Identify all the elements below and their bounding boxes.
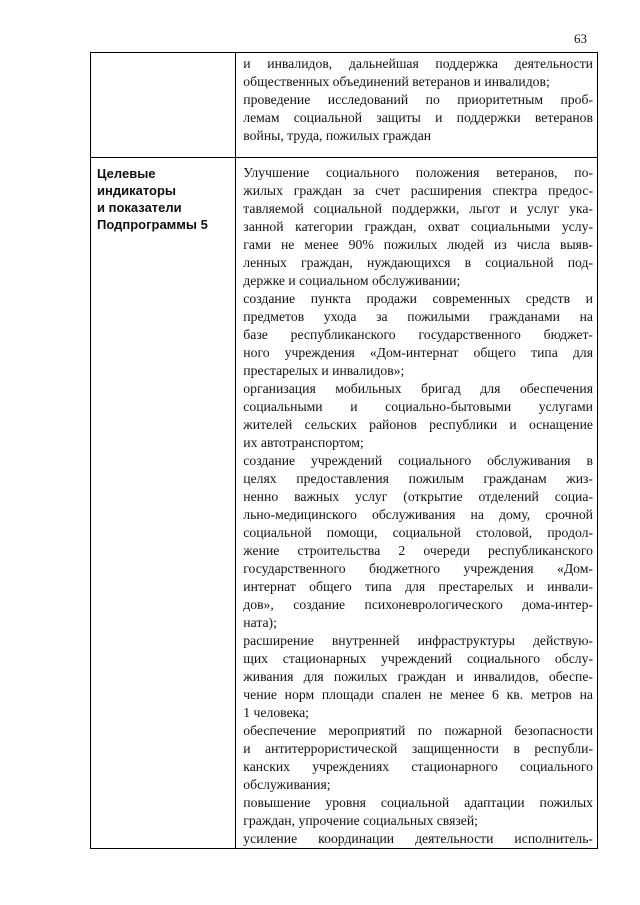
label-line: Подпрограммы 5 — [97, 217, 208, 232]
row-text — [236, 53, 597, 145]
text-line: чение норм площади спален не менее 6 кв. метров на — [243, 687, 593, 702]
text-line: государственного бюджетного учреждения «Дом- — [243, 561, 593, 576]
text-line: занной категории граждан, охват социальными услу- — [243, 219, 593, 234]
text-line: предметов ухода за пожилыми гражданами на — [243, 309, 593, 324]
text-line: социальной помощи, социальной столовой, продол- — [243, 525, 593, 540]
text-line: ного учреждения «Дом-интернат общего типа для — [243, 345, 593, 360]
text-line: лемам социальной защиты и поддержки ветеранов — [243, 110, 593, 125]
text-line: усиление координации деятельности исполнитель- — [243, 831, 593, 846]
label-line: и показатели — [97, 200, 182, 215]
row-label-cell — [91, 53, 236, 158]
text-line: войны, труда, пожилых граждан — [243, 128, 432, 143]
text-line: расширение внутренней инфраструктуры действую- — [243, 633, 593, 648]
text-line: ленных граждан, нуждающихся в социальной под- — [243, 255, 593, 270]
text-line: их автотранспортом; — [243, 435, 364, 450]
text-line: целях предоставления пожилым гражданам жиз- — [243, 471, 593, 486]
text-line: живания для пожилых граждан и инвалидов, обеспе- — [243, 669, 593, 684]
text-line: жителей сельских районов республики и оснащение — [243, 417, 593, 432]
text-line: и инвалидов, дальнейшая поддержка деятельности — [243, 56, 593, 71]
text-line: канских учреждениях стационарного социального — [243, 759, 593, 774]
text-line: щих стационарных учреждений социального обслу- — [243, 651, 593, 666]
text-line: организация мобильных бригад для обеспечения — [243, 381, 593, 396]
text-line: дов», создание психоневрологического дома-интер- — [243, 597, 593, 612]
text-line: обслуживания; — [243, 777, 331, 792]
row-content-cell — [236, 53, 598, 158]
row-content-cell — [236, 158, 598, 849]
row-text — [236, 158, 597, 848]
text-line: ната); — [243, 615, 277, 630]
text-line: создание учреждений социального обслуживания в — [243, 453, 593, 468]
text-line: и антитеррористической защищенности в республи- — [243, 741, 593, 756]
text-line: базе республиканского государственного бюджет- — [243, 327, 593, 342]
label-line: Целевые — [97, 166, 156, 181]
text-line: повышение уровня социальной адаптации пожилых — [243, 795, 593, 810]
text-line: 1 человека; — [243, 705, 309, 720]
text-line: интернат общего типа для престарелых и инвали- — [243, 579, 593, 594]
label-line: индикаторы — [97, 183, 177, 198]
table-row — [91, 53, 598, 158]
row-label-cell — [91, 158, 236, 849]
text-line: общественных объединений ветеранов и инвалидов; — [243, 74, 550, 89]
program-table — [90, 52, 598, 849]
text-line: тавляемой социальной поддержки, льгот и услуг ука- — [243, 201, 593, 216]
page-number: 63 — [574, 31, 587, 46]
text-line: обеспечение мероприятий по пожарной безопасности — [243, 723, 593, 738]
text-line: проведение исследований по приоритетным проб- — [243, 92, 593, 107]
text-line: жение строительства 2 очереди республиканского — [243, 543, 593, 558]
text-line: гами не менее 90% пожилых людей из числа выяв- — [243, 237, 593, 252]
text-line: держке и социальном обслуживании; — [243, 273, 461, 288]
table-row — [91, 158, 598, 849]
text-line: ненно важных услуг (открытие отделений социа- — [243, 489, 593, 504]
text-line: создание пункта продажи современных средств и — [243, 291, 593, 306]
text-line: граждан, упрочение социальных связей; — [243, 813, 478, 828]
row-label — [91, 158, 235, 233]
text-line: Улучшение социального положения ветеранов, по- — [243, 165, 593, 180]
text-line: престарелых и инвалидов»; — [243, 363, 405, 378]
text-line: жилых граждан за счет расширения спектра предос- — [243, 183, 593, 198]
text-line: льно-медицинского обслуживания на дому, срочной — [243, 507, 593, 522]
text-line: социальными и социально-бытовыми услугами — [243, 399, 593, 414]
